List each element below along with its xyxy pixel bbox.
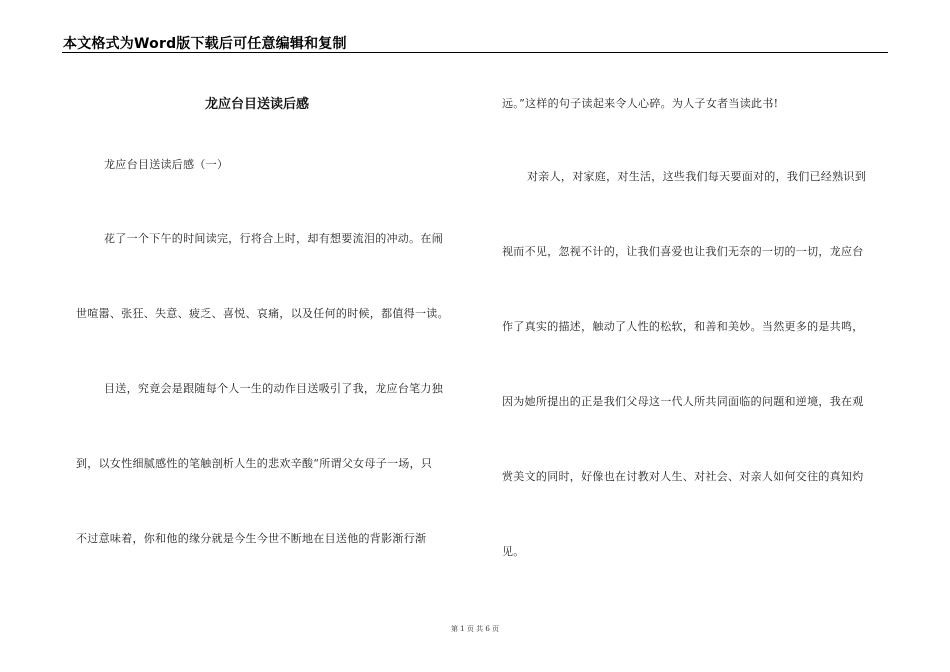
paragraph-line: 远。”这样的句子读起来令人心碎。为人子女者当读此书! <box>502 97 779 110</box>
paragraph-line: 龙应台目送读后感（一） <box>104 158 229 171</box>
page-number: 第 1 页 共 6 页 <box>450 625 500 633</box>
header-divider <box>62 52 888 53</box>
paragraph-line: 对亲人，对家庭，对生活，这些我们每天要面对的，我们已经熟识到 <box>527 170 866 183</box>
paragraph-line: 世喧嚣、张狂、失意、疲乏、喜悦、哀痛，以及任何的时候，都值得一读。 <box>76 307 449 320</box>
paragraph-line: 不过意味着，你和他的缘分就是今生今世不断地在目送他的背影渐行渐 <box>76 532 427 545</box>
paragraph-line: 到，以女性细腻感性的笔触剖析人生的悲欢辛酸“所谓父女母子一场，只 <box>76 457 433 470</box>
paragraph-line: 花了一个下午的时间读完，行将合上时，却有想要流泪的冲动。在闹 <box>104 232 443 245</box>
document-title: 龙应台目送读后感 <box>205 97 310 112</box>
paragraph-line: 见。 <box>502 545 525 558</box>
paragraph-line: 赏美文的同时，好像也在讨教对人生、对社会、对亲人如何交往的真知灼 <box>502 470 864 483</box>
paragraph-line: 目送，究竟会是跟随每个人一生的动作目送吸引了我，龙应台笔力独 <box>104 382 443 395</box>
paragraph-line: 视而不见，忽视不计的，让我们喜爱也让我们无奈的一切的一切，龙应台 <box>502 245 864 258</box>
paragraph-line: 作了真实的描述，触动了人性的松软，和善和美妙。当然更多的是共鸣， <box>502 320 864 333</box>
header-text: 本文格式为Word版下载后可任意编辑和复制 <box>63 36 347 52</box>
paragraph-line: 因为她所提出的正是我们父母这一代人所共同面临的问题和逆境，我在观 <box>502 395 864 408</box>
